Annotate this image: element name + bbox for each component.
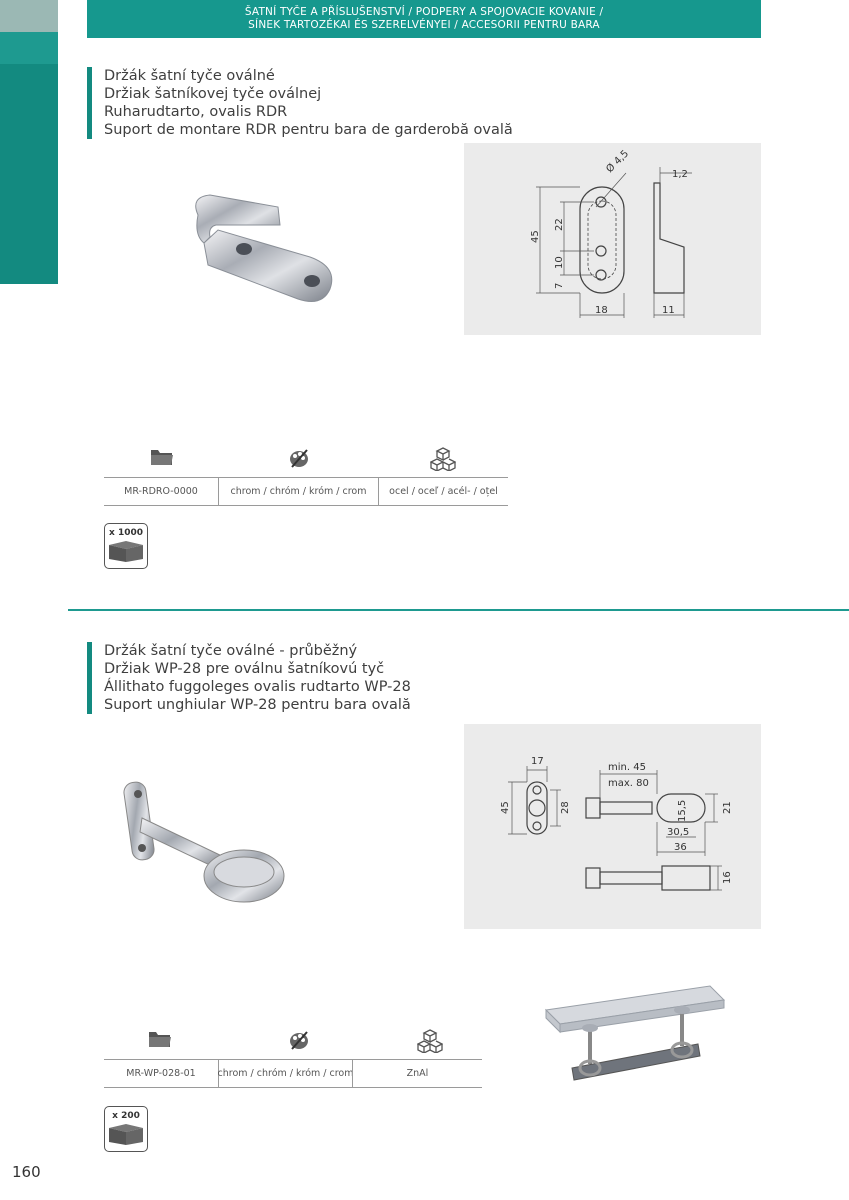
product1-title-cz: Držák šatní tyče oválné [104, 68, 275, 84]
dim-max: max. 80 [608, 778, 649, 789]
spec-values-row [104, 477, 508, 506]
product2-spec-table [104, 1029, 482, 1088]
header-line-2: SÍNEK TARTOZÉKAI ÉS SZERELVÉNYEI / ACCESORII PENTRU BARA [248, 19, 600, 31]
product1-title-block [87, 67, 513, 139]
dim-hole: Ø 4,5 [604, 148, 632, 176]
dim-plate-height: 45 [500, 801, 511, 814]
dim-height: 45 [530, 230, 541, 243]
product2-technical-drawing [464, 724, 761, 929]
spec-material: ocel / oceľ / acél- / oțel [378, 478, 508, 505]
folder-icon [150, 447, 174, 471]
cubes-icon [417, 1029, 443, 1057]
product2-title-hu: Állithato fuggoleges ovalis rudtarto WP-28 [104, 679, 411, 695]
product1-spec-table [104, 447, 508, 506]
dim-plate-width: 17 [531, 756, 544, 767]
dim-outer-height: 21 [722, 801, 733, 814]
dim-inner-width: 30,5 [667, 827, 690, 838]
spec-finish: chrom / chróm / króm / crom [218, 478, 378, 505]
dim-outer-width: 36 [674, 842, 687, 853]
product2-title-cz: Držák šatní tyče oválné - průběžný [104, 643, 358, 659]
quantity-label: x 200 [112, 1111, 140, 1121]
cubes-icon [430, 447, 456, 475]
product1-title-ro: Suport de montare RDR pentru bara de garderobă ovală [104, 122, 513, 138]
sidebar-tab-active [0, 64, 58, 284]
box-icon [106, 1122, 146, 1146]
product2-photo [112, 772, 292, 926]
dim-width: 18 [595, 305, 608, 316]
product2-installation-illustration [540, 980, 730, 1094]
spec-values-row [104, 1059, 482, 1088]
dim-side-height: 16 [722, 871, 733, 884]
product1-technical-drawing [464, 143, 761, 335]
dim-depth: 11 [662, 305, 675, 316]
header-line-1: ŠATNÍ TYČE A PŘÍSLUŠENSTVÍ / PODPERY A SPOJOVACIE KOVANIE / [244, 6, 604, 18]
spec-material: ZnAl [352, 1060, 482, 1087]
quantity-label: x 1000 [109, 528, 143, 538]
dim-min: min. 45 [608, 762, 646, 773]
product2-title-sk: Držiak WP-28 pre oválnu šatníkovú tyč [104, 661, 385, 677]
palette-icon [288, 1029, 310, 1055]
folder-icon [148, 1029, 172, 1053]
section-divider [68, 609, 849, 611]
dim-lower: 7 [554, 282, 565, 289]
product1-photo [180, 185, 350, 319]
sidebar-tab-light [0, 0, 58, 32]
dim-middle: 10 [554, 256, 565, 269]
product2-title-ro: Suport unghiular WP-28 pentru bara ovală [104, 697, 411, 713]
dim-inner-height: 15,5 [677, 799, 688, 822]
spec-code: MR-WP-028-01 [126, 1068, 196, 1079]
sidebar-tab-mid [0, 32, 58, 64]
dim-plate-holes: 28 [560, 801, 571, 814]
palette-icon [288, 447, 310, 473]
dim-upper: 22 [554, 218, 565, 231]
spec-finish: chrom / chróm / króm / crom [218, 1060, 352, 1087]
product2-title-block [87, 642, 411, 714]
spec-code: MR-RDRO-0000 [124, 486, 198, 497]
page-number: 160 [12, 1163, 41, 1181]
page-header [87, 0, 761, 38]
dim-thickness: 1,2 [672, 169, 688, 180]
product1-package-quantity [104, 523, 148, 569]
box-icon [106, 539, 146, 563]
product2-package-quantity [104, 1106, 148, 1152]
product1-title-hu: Ruharudtarto, ovalis RDR [104, 104, 288, 120]
product1-title-sk: Držiak šatníkovej tyče oválnej [104, 86, 322, 102]
